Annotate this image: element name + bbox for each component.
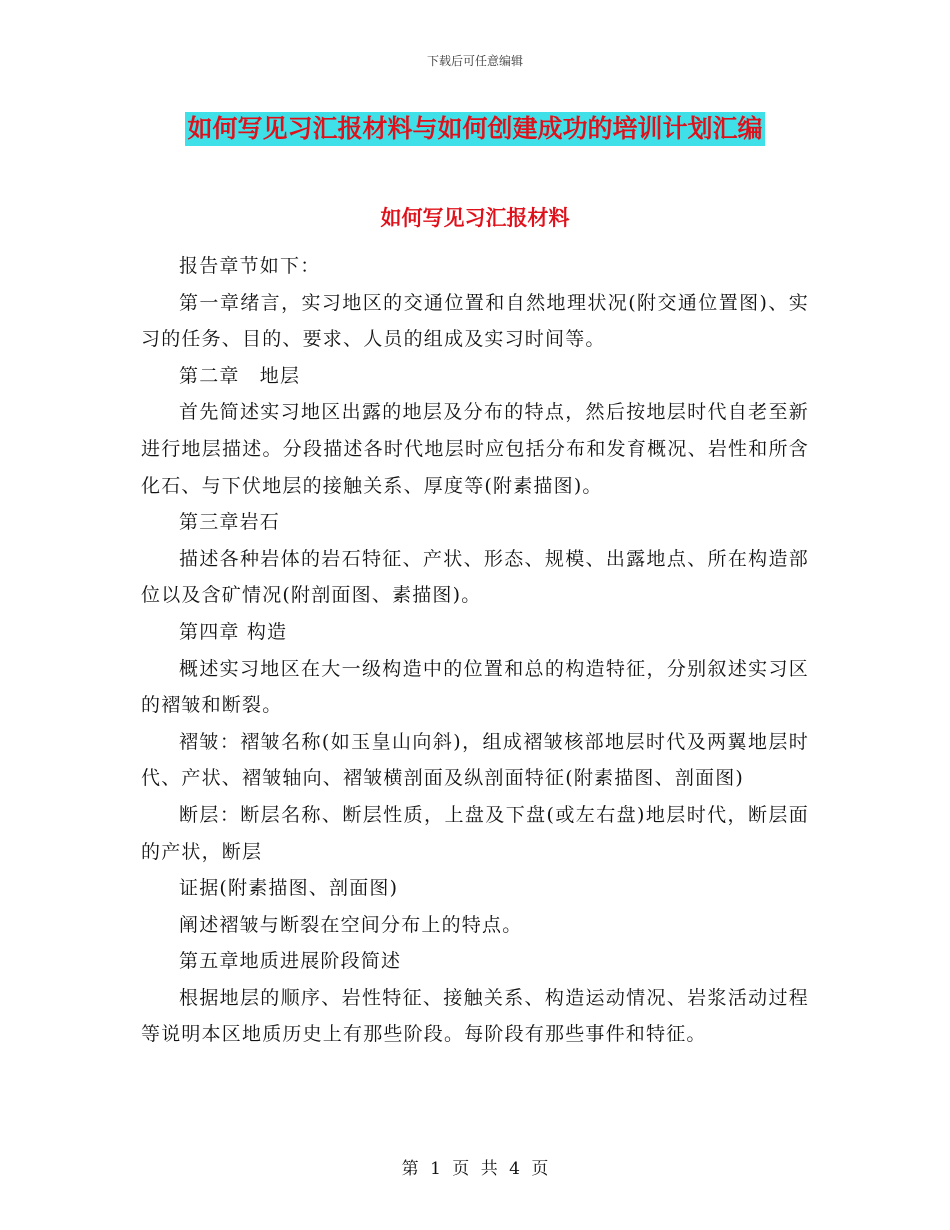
paragraph: 报告章节如下：: [179, 255, 321, 277]
paragraph: 证据(附素描图、剖面图): [179, 877, 399, 900]
section-title: 如何写见习汇报材料: [380, 206, 570, 230]
paragraph: 第四章 构造: [179, 620, 288, 643]
paragraph: 断层：断层名称、断层性质，上盘及下盘(或左右盘)地层时代，断层面的产状，断层: [141, 803, 809, 863]
paragraph: 第三章岩石: [179, 511, 281, 534]
paragraph: 描述各种岩体的岩石特征、产状、形态、规模、出露地点、所在构造部位以及含矿情况(附剖面图、素描图)。: [141, 547, 809, 607]
paragraph: 第五章地质进展阶段简述: [179, 950, 402, 973]
document-title: 如何写见习汇报材料与如何创建成功的培训计划汇编: [185, 112, 764, 146]
document-title-wrap: [0, 112, 950, 146]
paragraph: 第一章绪言，实习地区的交通位置和自然地理状况(附交通位置图)、实习的任务、目的、要求、人员的组成及实习时间等。: [141, 291, 809, 351]
paragraph: 首先简述实习地区出露的地层及分布的特点，然后按地层时代自老至新进行地层描述。分段描述各时代地层时应包括分布和发育概况、岩性和所含化石、与下伏地层的接触关系、厚度等(附素描图)。: [141, 401, 809, 497]
paragraph: 概述实习地区在大一级构造中的位置和总的构造特征，分别叙述实习区的褶皱和断裂。: [141, 657, 809, 717]
paragraph: 褶皱：褶皱名称(如玉皇山向斜)，组成褶皱核部地层时代及两翼地层时代、产状、褶皱轴向、褶皱横剖面及纵剖面特征(附素描图、剖面图): [141, 730, 809, 790]
page-header-note: 下载后可任意编辑: [426, 54, 523, 68]
paragraph: 阐述褶皱与断裂在空间分布上的特点。: [179, 913, 523, 936]
paragraph: 根据地层的顺序、岩性特征、接触关系、构造运动情况、岩浆活动过程等说明本区地质历史上有那些阶段。每阶段有那些事件和特征。: [141, 986, 809, 1046]
document-body: [141, 248, 809, 1053]
page-number: 第 1 页 共 4 页: [401, 1159, 549, 1179]
paragraph: 第二章 地层: [179, 364, 301, 387]
